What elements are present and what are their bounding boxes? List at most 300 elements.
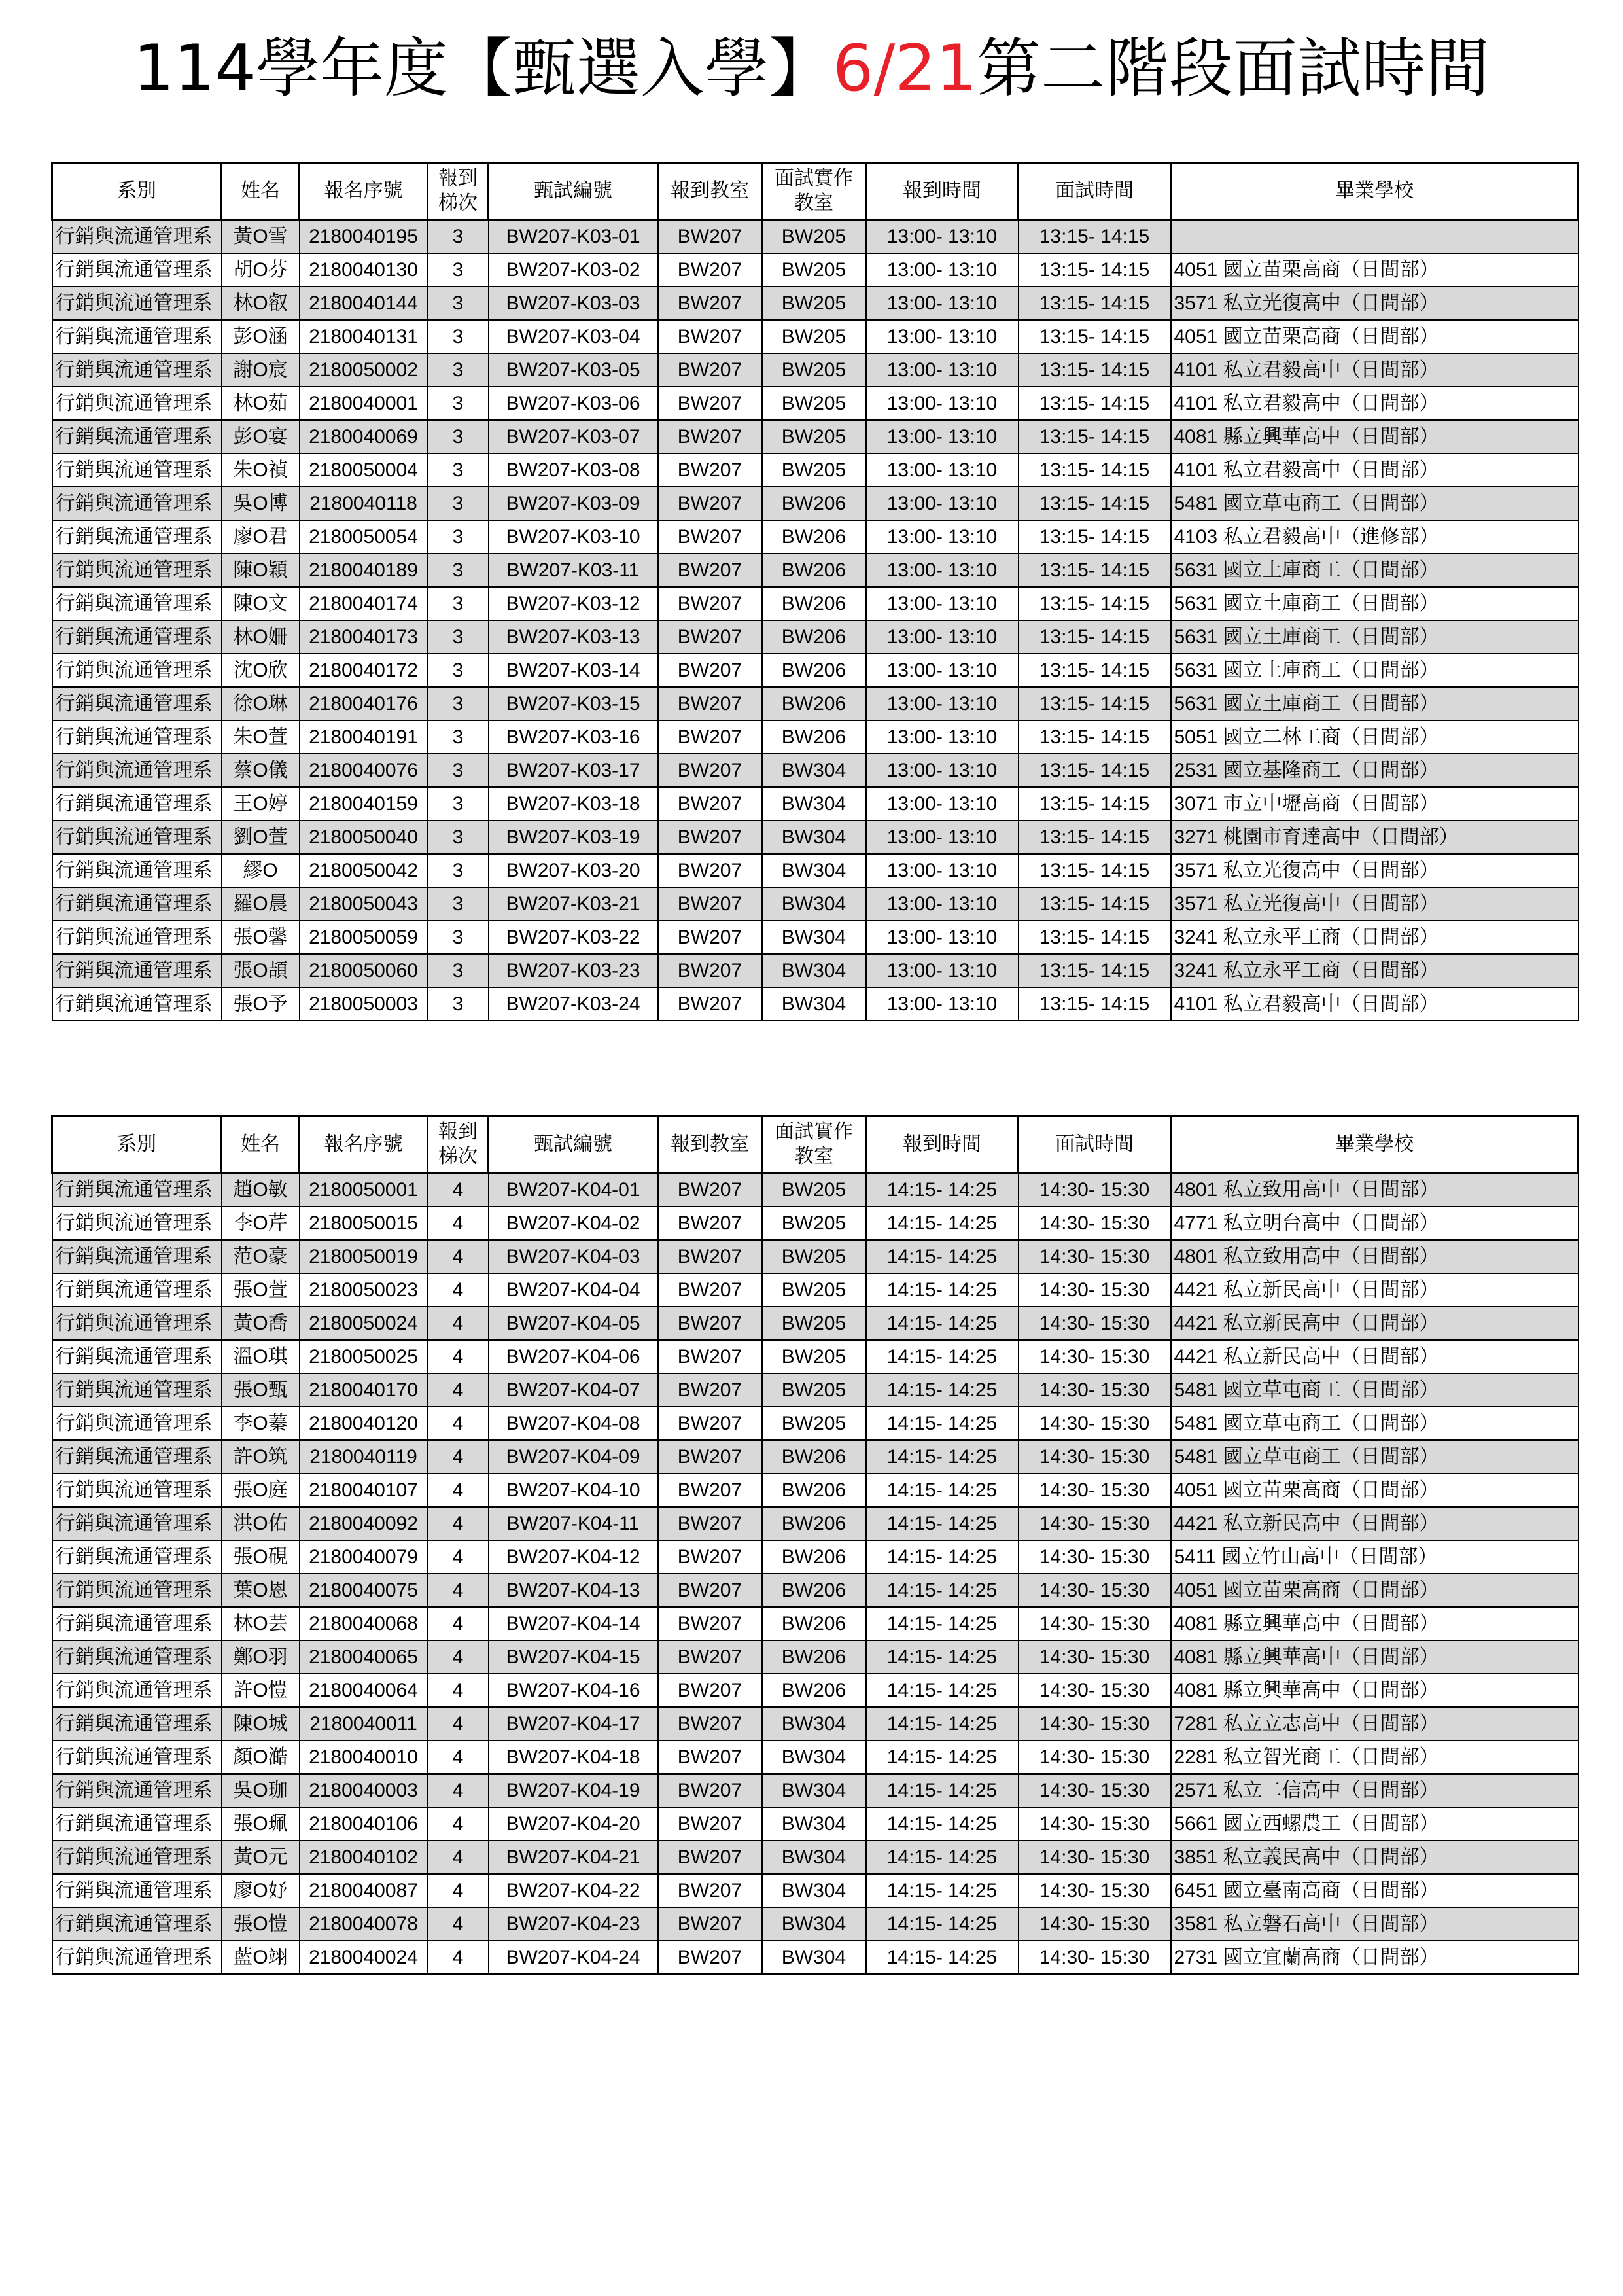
table-row <box>52 1273 1579 1307</box>
title-part-1: 114學年度【甄選入學】 <box>133 31 833 106</box>
cell-department: 行銷與流通管理系 <box>52 720 222 754</box>
cell-registration-no: 2180040191 <box>300 720 428 754</box>
table-row <box>52 1474 1579 1507</box>
cell-registration-no: 2180040106 <box>300 1807 428 1841</box>
cell-checkin-room: BW207 <box>658 1574 762 1607</box>
cell-checkin-time: 14:15- 14:25 <box>866 1440 1019 1474</box>
cell-checkin-time: 14:15- 14:25 <box>866 1273 1019 1307</box>
cell-interview-room: BW304 <box>762 954 866 987</box>
cell-registration-no: 2180040079 <box>300 1540 428 1574</box>
cell-checkin-time: 14:15- 14:25 <box>866 1207 1019 1240</box>
cell-school: 4081 縣立興華高中（日間部） <box>1171 1607 1579 1640</box>
cell-batch: 3 <box>428 787 489 821</box>
cell-interview-room: BW206 <box>762 1540 866 1574</box>
title-date: 6/21 <box>832 31 977 106</box>
cell-name: 張O予 <box>222 987 300 1021</box>
cell-registration-no: 2180040010 <box>300 1740 428 1774</box>
cell-checkin-time: 13:00- 13:10 <box>866 821 1019 854</box>
cell-school: 5411 國立竹山高中（日間部） <box>1171 1540 1579 1574</box>
cell-department: 行銷與流通管理系 <box>52 887 222 921</box>
cell-department: 行銷與流通管理系 <box>52 1707 222 1740</box>
header-interview-time: 面試時間 <box>1019 1116 1171 1173</box>
cell-interview-room: BW206 <box>762 554 866 587</box>
cell-interview-room: BW205 <box>762 1407 866 1440</box>
table-header <box>52 1116 1579 1173</box>
table-row <box>52 821 1579 854</box>
table-row <box>52 487 1579 520</box>
cell-interview-room: BW206 <box>762 1440 866 1474</box>
cell-interview-room: BW304 <box>762 1941 866 1974</box>
cell-interview-room: BW205 <box>762 287 866 320</box>
cell-batch: 4 <box>428 1607 489 1640</box>
cell-department: 行銷與流通管理系 <box>52 1474 222 1507</box>
header-checkin-time: 報到時間 <box>866 163 1019 220</box>
cell-registration-no: 2180040075 <box>300 1574 428 1607</box>
cell-checkin-time: 14:15- 14:25 <box>866 1640 1019 1674</box>
table-row <box>52 987 1579 1021</box>
cell-department: 行銷與流通管理系 <box>52 554 222 587</box>
schedule-table-batch-3 <box>51 162 1579 1021</box>
cell-registration-no: 2180040174 <box>300 587 428 620</box>
table-row <box>52 1841 1579 1874</box>
title-part-3: 第二階段面試時間 <box>977 31 1490 106</box>
cell-department: 行銷與流通管理系 <box>52 654 222 687</box>
cell-registration-no: 2180050002 <box>300 353 428 387</box>
cell-department: 行銷與流通管理系 <box>52 1607 222 1640</box>
cell-school: 3571 私立光復高中（日間部） <box>1171 854 1579 887</box>
cell-interview-time: 14:30- 15:30 <box>1019 1574 1171 1607</box>
cell-interview-room: BW304 <box>762 1740 866 1774</box>
cell-interview-time: 14:30- 15:30 <box>1019 1740 1171 1774</box>
cell-registration-no: 2180040144 <box>300 287 428 320</box>
cell-interview-room: BW206 <box>762 1607 866 1640</box>
cell-checkin-time: 13:00- 13:10 <box>866 987 1019 1021</box>
cell-name: 林O芸 <box>222 1607 300 1640</box>
cell-interview-room: BW304 <box>762 787 866 821</box>
cell-interview-time: 14:30- 15:30 <box>1019 1640 1171 1674</box>
header-registration-no: 報名序號 <box>300 163 428 220</box>
cell-checkin-room: BW207 <box>658 1740 762 1774</box>
cell-name: 張O庭 <box>222 1474 300 1507</box>
cell-name: 許O愷 <box>222 1674 300 1707</box>
cell-exam-id: BW207-K04-07 <box>489 1373 658 1407</box>
cell-department: 行銷與流通管理系 <box>52 487 222 520</box>
cell-department: 行銷與流通管理系 <box>52 1340 222 1373</box>
cell-checkin-room: BW207 <box>658 1240 762 1273</box>
cell-name: 徐O琳 <box>222 687 300 720</box>
cell-checkin-room: BW207 <box>658 387 762 420</box>
cell-checkin-room: BW207 <box>658 620 762 654</box>
cell-school: 5631 國立土庫商工（日間部） <box>1171 654 1579 687</box>
cell-interview-time: 13:15- 14:15 <box>1019 854 1171 887</box>
cell-interview-room: BW304 <box>762 1874 866 1907</box>
cell-registration-no: 2180040107 <box>300 1474 428 1507</box>
cell-name: 陳O穎 <box>222 554 300 587</box>
cell-exam-id: BW207-K03-01 <box>489 220 658 254</box>
cell-checkin-room: BW207 <box>658 954 762 987</box>
cell-exam-id: BW207-K04-20 <box>489 1807 658 1841</box>
cell-interview-room: BW304 <box>762 854 866 887</box>
header-checkin-time: 報到時間 <box>866 1116 1019 1173</box>
cell-school: 4051 國立苗栗高商（日間部） <box>1171 320 1579 353</box>
cell-batch: 4 <box>428 1907 489 1941</box>
header-batch: 報到 梯次 <box>428 1116 489 1173</box>
cell-checkin-room: BW207 <box>658 587 762 620</box>
cell-registration-no: 2180040176 <box>300 687 428 720</box>
cell-batch: 4 <box>428 1774 489 1807</box>
cell-checkin-room: BW207 <box>658 754 762 787</box>
cell-school: 3851 私立義民高中（日間部） <box>1171 1841 1579 1874</box>
cell-checkin-time: 14:15- 14:25 <box>866 1507 1019 1540</box>
cell-exam-id: BW207-K03-07 <box>489 420 658 453</box>
cell-checkin-time: 14:15- 14:25 <box>866 1941 1019 1974</box>
cell-checkin-room: BW207 <box>658 520 762 554</box>
cell-school: 5051 國立二林工商（日間部） <box>1171 720 1579 754</box>
cell-registration-no: 2180040119 <box>300 1440 428 1474</box>
cell-exam-id: BW207-K04-15 <box>489 1640 658 1674</box>
cell-interview-time: 13:15- 14:15 <box>1019 720 1171 754</box>
cell-interview-time: 14:30- 15:30 <box>1019 1707 1171 1740</box>
cell-checkin-time: 13:00- 13:10 <box>866 921 1019 954</box>
cell-name: 陳O文 <box>222 587 300 620</box>
cell-interview-time: 14:30- 15:30 <box>1019 1207 1171 1240</box>
cell-interview-room: BW205 <box>762 353 866 387</box>
cell-checkin-room: BW207 <box>658 1907 762 1941</box>
cell-batch: 3 <box>428 921 489 954</box>
table-row <box>52 620 1579 654</box>
cell-exam-id: BW207-K04-23 <box>489 1907 658 1941</box>
table-row <box>52 854 1579 887</box>
cell-school: 4101 私立君毅高中（日間部） <box>1171 353 1579 387</box>
cell-department: 行銷與流通管理系 <box>52 220 222 254</box>
cell-interview-room: BW205 <box>762 1173 866 1207</box>
cell-interview-time: 14:30- 15:30 <box>1019 1440 1171 1474</box>
cell-name: 廖O妤 <box>222 1874 300 1907</box>
cell-school: 4421 私立新民高中（日間部） <box>1171 1507 1579 1540</box>
cell-interview-time: 13:15- 14:15 <box>1019 620 1171 654</box>
cell-checkin-room: BW207 <box>658 353 762 387</box>
cell-exam-id: BW207-K04-03 <box>489 1240 658 1273</box>
table-row <box>52 287 1579 320</box>
cell-department: 行銷與流通管理系 <box>52 854 222 887</box>
cell-department: 行銷與流通管理系 <box>52 987 222 1021</box>
cell-interview-room: BW206 <box>762 687 866 720</box>
cell-department: 行銷與流通管理系 <box>52 821 222 854</box>
cell-name: 朱O禎 <box>222 453 300 487</box>
cell-interview-time: 14:30- 15:30 <box>1019 1173 1171 1207</box>
cell-checkin-room: BW207 <box>658 887 762 921</box>
cell-exam-id: BW207-K04-13 <box>489 1574 658 1607</box>
cell-department: 行銷與流通管理系 <box>52 453 222 487</box>
cell-checkin-room: BW207 <box>658 1607 762 1640</box>
cell-school: 5661 國立西螺農工（日間部） <box>1171 1807 1579 1841</box>
table-row <box>52 420 1579 453</box>
cell-exam-id: BW207-K04-14 <box>489 1607 658 1640</box>
cell-interview-room: BW205 <box>762 1207 866 1240</box>
cell-school <box>1171 220 1579 254</box>
cell-exam-id: BW207-K03-11 <box>489 554 658 587</box>
cell-interview-time: 13:15- 14:15 <box>1019 921 1171 954</box>
cell-interview-time: 13:15- 14:15 <box>1019 220 1171 254</box>
cell-department: 行銷與流通管理系 <box>52 1373 222 1407</box>
cell-department: 行銷與流通管理系 <box>52 287 222 320</box>
cell-interview-room: BW205 <box>762 1273 866 1307</box>
cell-department: 行銷與流通管理系 <box>52 921 222 954</box>
cell-exam-id: BW207-K04-10 <box>489 1474 658 1507</box>
table-row <box>52 1874 1579 1907</box>
cell-department: 行銷與流通管理系 <box>52 1674 222 1707</box>
cell-school: 5481 國立草屯商工（日間部） <box>1171 1440 1579 1474</box>
cell-school: 2281 私立智光商工（日間部） <box>1171 1740 1579 1774</box>
cell-batch: 3 <box>428 954 489 987</box>
cell-batch: 3 <box>428 554 489 587</box>
cell-batch: 3 <box>428 620 489 654</box>
cell-department: 行銷與流通管理系 <box>52 1841 222 1874</box>
cell-interview-time: 14:30- 15:30 <box>1019 1907 1171 1941</box>
cell-exam-id: BW207-K03-05 <box>489 353 658 387</box>
cell-checkin-room: BW207 <box>658 253 762 287</box>
cell-checkin-time: 13:00- 13:10 <box>866 654 1019 687</box>
table-row <box>52 1740 1579 1774</box>
cell-checkin-room: BW207 <box>658 1474 762 1507</box>
cell-interview-time: 13:15- 14:15 <box>1019 287 1171 320</box>
cell-registration-no: 2180040078 <box>300 1907 428 1941</box>
cell-batch: 3 <box>428 854 489 887</box>
cell-school: 2531 國立基隆商工（日間部） <box>1171 754 1579 787</box>
header-interview-room: 面試實作 教室 <box>762 163 866 220</box>
cell-checkin-time: 13:00- 13:10 <box>866 453 1019 487</box>
cell-department: 行銷與流通管理系 <box>52 1240 222 1273</box>
cell-registration-no: 2180050054 <box>300 520 428 554</box>
table-row <box>52 1373 1579 1407</box>
cell-exam-id: BW207-K03-23 <box>489 954 658 987</box>
cell-name: 葉O恩 <box>222 1574 300 1607</box>
cell-registration-no: 2180040170 <box>300 1373 428 1407</box>
cell-batch: 4 <box>428 1340 489 1373</box>
cell-batch: 4 <box>428 1841 489 1874</box>
cell-interview-time: 14:30- 15:30 <box>1019 1340 1171 1373</box>
table-row <box>52 1307 1579 1340</box>
cell-checkin-time: 14:15- 14:25 <box>866 1774 1019 1807</box>
table-body <box>52 1173 1579 1975</box>
cell-department: 行銷與流通管理系 <box>52 253 222 287</box>
cell-school: 4421 私立新民高中（日間部） <box>1171 1340 1579 1373</box>
table-row <box>52 921 1579 954</box>
cell-school: 2731 國立宜蘭高商（日間部） <box>1171 1941 1579 1974</box>
cell-interview-time: 14:30- 15:30 <box>1019 1307 1171 1340</box>
cell-department: 行銷與流通管理系 <box>52 1874 222 1907</box>
cell-name: 彭O宴 <box>222 420 300 453</box>
cell-registration-no: 2180040064 <box>300 1674 428 1707</box>
cell-exam-id: BW207-K03-18 <box>489 787 658 821</box>
cell-registration-no: 2180050025 <box>300 1340 428 1373</box>
cell-interview-room: BW206 <box>762 1574 866 1607</box>
cell-interview-time: 13:15- 14:15 <box>1019 520 1171 554</box>
cell-interview-time: 13:15- 14:15 <box>1019 253 1171 287</box>
cell-batch: 4 <box>428 1941 489 1974</box>
table-row <box>52 720 1579 754</box>
cell-registration-no: 2180040130 <box>300 253 428 287</box>
cell-checkin-time: 14:15- 14:25 <box>866 1874 1019 1907</box>
cell-registration-no: 2180040076 <box>300 754 428 787</box>
cell-school: 4101 私立君毅高中（日間部） <box>1171 987 1579 1021</box>
cell-school: 4801 私立致用高中（日間部） <box>1171 1173 1579 1207</box>
cell-school: 5481 國立草屯商工（日間部） <box>1171 1373 1579 1407</box>
cell-exam-id: BW207-K03-12 <box>489 587 658 620</box>
cell-school: 3571 私立光復高中（日間部） <box>1171 287 1579 320</box>
cell-exam-id: BW207-K04-04 <box>489 1273 658 1307</box>
cell-batch: 4 <box>428 1474 489 1507</box>
cell-batch: 4 <box>428 1307 489 1340</box>
cell-school: 5631 國立土庫商工（日間部） <box>1171 620 1579 654</box>
cell-interview-time: 13:15- 14:15 <box>1019 453 1171 487</box>
cell-name: 吳O博 <box>222 487 300 520</box>
cell-batch: 4 <box>428 1707 489 1740</box>
cell-batch: 3 <box>428 654 489 687</box>
cell-school: 4051 國立苗栗高商（日間部） <box>1171 1574 1579 1607</box>
cell-name: 謝O宸 <box>222 353 300 387</box>
cell-checkin-room: BW207 <box>658 1173 762 1207</box>
cell-checkin-time: 13:00- 13:10 <box>866 387 1019 420</box>
cell-interview-room: BW205 <box>762 420 866 453</box>
cell-exam-id: BW207-K03-20 <box>489 854 658 887</box>
cell-checkin-room: BW207 <box>658 1674 762 1707</box>
cell-batch: 4 <box>428 1173 489 1207</box>
cell-checkin-room: BW207 <box>658 854 762 887</box>
cell-registration-no: 2180050042 <box>300 854 428 887</box>
cell-interview-time: 13:15- 14:15 <box>1019 821 1171 854</box>
cell-school: 4771 私立明台高中（日間部） <box>1171 1207 1579 1240</box>
cell-exam-id: BW207-K04-02 <box>489 1207 658 1240</box>
cell-interview-time: 14:30- 15:30 <box>1019 1240 1171 1273</box>
cell-exam-id: BW207-K03-06 <box>489 387 658 420</box>
table-row <box>52 387 1579 420</box>
cell-interview-room: BW304 <box>762 754 866 787</box>
cell-checkin-room: BW207 <box>658 1207 762 1240</box>
cell-batch: 4 <box>428 1807 489 1841</box>
cell-checkin-room: BW207 <box>658 921 762 954</box>
cell-checkin-room: BW207 <box>658 1874 762 1907</box>
table-row <box>52 687 1579 720</box>
cell-exam-id: BW207-K04-16 <box>489 1674 658 1707</box>
cell-interview-room: BW304 <box>762 821 866 854</box>
cell-interview-room: BW205 <box>762 1307 866 1340</box>
cell-interview-time: 14:30- 15:30 <box>1019 1373 1171 1407</box>
cell-checkin-room: BW207 <box>658 1807 762 1841</box>
cell-batch: 3 <box>428 821 489 854</box>
cell-interview-room: BW206 <box>762 1640 866 1674</box>
cell-checkin-room: BW207 <box>658 1273 762 1307</box>
cell-exam-id: BW207-K03-14 <box>489 654 658 687</box>
cell-batch: 4 <box>428 1674 489 1707</box>
cell-department: 行銷與流通管理系 <box>52 387 222 420</box>
cell-checkin-room: BW207 <box>658 220 762 254</box>
cell-exam-id: BW207-K04-17 <box>489 1707 658 1740</box>
cell-name: 張O硯 <box>222 1540 300 1574</box>
cell-checkin-room: BW207 <box>658 1373 762 1407</box>
cell-registration-no: 2180040068 <box>300 1607 428 1640</box>
cell-name: 吳O珈 <box>222 1774 300 1807</box>
header-batch: 報到 梯次 <box>428 163 489 220</box>
cell-batch: 3 <box>428 720 489 754</box>
cell-checkin-time: 14:15- 14:25 <box>866 1173 1019 1207</box>
cell-checkin-time: 14:15- 14:25 <box>866 1740 1019 1774</box>
cell-name: 黃O雪 <box>222 220 300 254</box>
cell-department: 行銷與流通管理系 <box>52 754 222 787</box>
table-header <box>52 163 1579 220</box>
cell-checkin-room: BW207 <box>658 987 762 1021</box>
cell-checkin-time: 14:15- 14:25 <box>866 1540 1019 1574</box>
cell-school: 3271 桃園市育達高中（日間部） <box>1171 821 1579 854</box>
cell-exam-id: BW207-K04-06 <box>489 1340 658 1373</box>
cell-exam-id: BW207-K03-03 <box>489 287 658 320</box>
cell-checkin-time: 13:00- 13:10 <box>866 787 1019 821</box>
cell-school: 5631 國立土庫商工（日間部） <box>1171 687 1579 720</box>
cell-exam-id: BW207-K04-11 <box>489 1507 658 1540</box>
cell-checkin-time: 13:00- 13:10 <box>866 554 1019 587</box>
cell-checkin-time: 13:00- 13:10 <box>866 620 1019 654</box>
cell-interview-time: 14:30- 15:30 <box>1019 1540 1171 1574</box>
cell-checkin-time: 14:15- 14:25 <box>866 1474 1019 1507</box>
cell-name: 陳O城 <box>222 1707 300 1740</box>
table-row <box>52 1440 1579 1474</box>
table-row <box>52 320 1579 353</box>
header-row <box>52 1116 1579 1173</box>
cell-school: 4103 私立君毅高中（進修部） <box>1171 520 1579 554</box>
cell-checkin-time: 14:15- 14:25 <box>866 1307 1019 1340</box>
cell-batch: 4 <box>428 1373 489 1407</box>
cell-checkin-room: BW207 <box>658 320 762 353</box>
cell-school: 4421 私立新民高中（日間部） <box>1171 1307 1579 1340</box>
cell-department: 行銷與流通管理系 <box>52 1774 222 1807</box>
cell-checkin-room: BW207 <box>658 1941 762 1974</box>
cell-checkin-room: BW207 <box>658 687 762 720</box>
cell-school: 5481 國立草屯商工（日間部） <box>1171 487 1579 520</box>
cell-name: 張O頡 <box>222 954 300 987</box>
cell-interview-time: 14:30- 15:30 <box>1019 1507 1171 1540</box>
cell-interview-time: 13:15- 14:15 <box>1019 554 1171 587</box>
cell-checkin-time: 13:00- 13:10 <box>866 253 1019 287</box>
table-row <box>52 1240 1579 1273</box>
header-name: 姓名 <box>222 1116 300 1173</box>
cell-registration-no: 2180050043 <box>300 887 428 921</box>
cell-checkin-room: BW207 <box>658 821 762 854</box>
cell-checkin-room: BW207 <box>658 1307 762 1340</box>
header-school: 畢業學校 <box>1171 1116 1579 1173</box>
table-row <box>52 1340 1579 1373</box>
cell-interview-time: 13:15- 14:15 <box>1019 754 1171 787</box>
schedule-table-batch-4 <box>51 1115 1579 1975</box>
cell-name: 黃O元 <box>222 1841 300 1874</box>
cell-checkin-time: 14:15- 14:25 <box>866 1373 1019 1407</box>
cell-checkin-room: BW207 <box>658 1774 762 1807</box>
table-row <box>52 1407 1579 1440</box>
cell-name: 趙O敏 <box>222 1173 300 1207</box>
cell-interview-time: 13:15- 14:15 <box>1019 420 1171 453</box>
cell-interview-room: BW304 <box>762 887 866 921</box>
cell-interview-time: 14:30- 15:30 <box>1019 1941 1171 1974</box>
cell-name: 沈O欣 <box>222 654 300 687</box>
cell-registration-no: 2180040024 <box>300 1941 428 1974</box>
cell-checkin-time: 14:15- 14:25 <box>866 1574 1019 1607</box>
cell-name: 范O豪 <box>222 1240 300 1273</box>
cell-interview-room: BW206 <box>762 1474 866 1507</box>
cell-checkin-room: BW207 <box>658 1440 762 1474</box>
cell-interview-room: BW206 <box>762 654 866 687</box>
cell-batch: 4 <box>428 1507 489 1540</box>
cell-checkin-room: BW207 <box>658 1841 762 1874</box>
cell-interview-room: BW304 <box>762 1707 866 1740</box>
